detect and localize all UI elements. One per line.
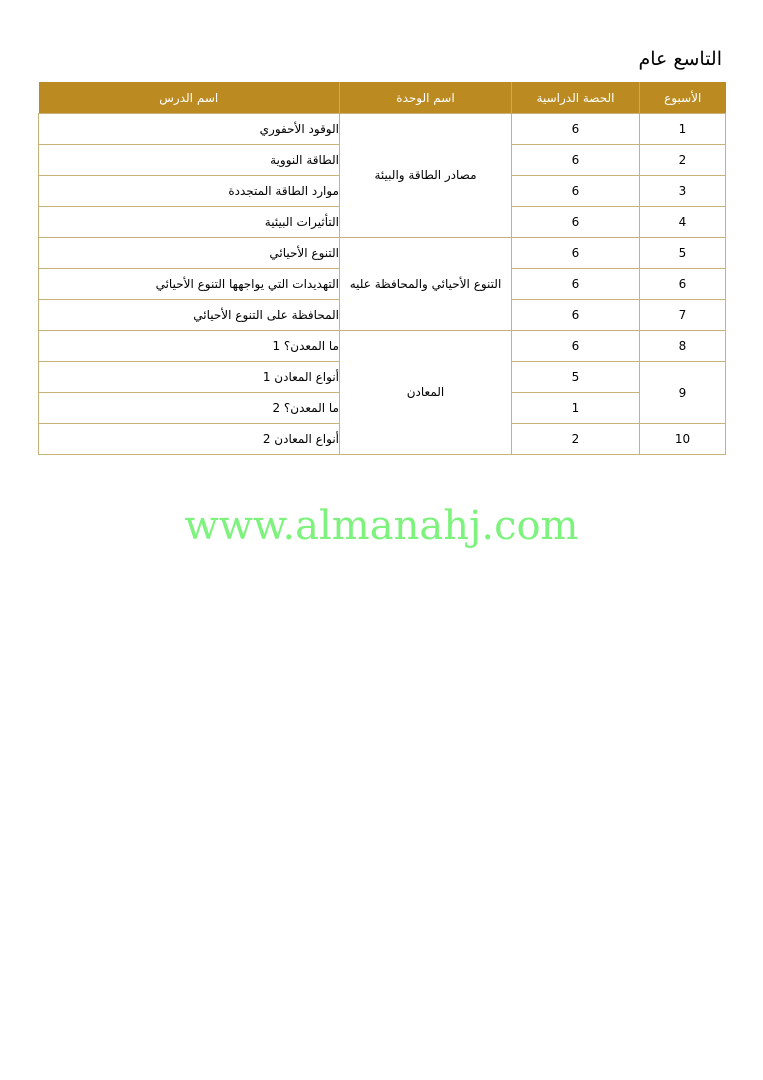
table-row bbox=[39, 114, 726, 145]
header-lesson: اسم الدرس bbox=[39, 82, 340, 114]
header-unit: اسم الوحدة bbox=[340, 82, 512, 114]
week-cell: 6 bbox=[640, 269, 726, 300]
lesson-cell: موارد الطاقة المتجددة bbox=[39, 176, 340, 207]
unit-cell: مصادر الطاقة والبيئة bbox=[340, 114, 512, 238]
header-sessions: الحصة الدراسية bbox=[512, 82, 640, 114]
lesson-cell: أنواع المعادن 2 bbox=[39, 424, 340, 455]
week-cell: 2 bbox=[640, 145, 726, 176]
sessions-cell: 6 bbox=[512, 176, 640, 207]
table-header-row bbox=[39, 82, 726, 114]
week-cell: 4 bbox=[640, 207, 726, 238]
sessions-cell: 1 bbox=[512, 393, 640, 424]
week-cell: 1 bbox=[640, 114, 726, 145]
unit-cell: التنوع الأحيائي والمحافظة عليه bbox=[340, 238, 512, 331]
lesson-cell: التنوع الأحيائي bbox=[39, 238, 340, 269]
lesson-cell: أنواع المعادن 1 bbox=[39, 362, 340, 393]
sessions-cell: 6 bbox=[512, 145, 640, 176]
unit-cell: المعادن bbox=[340, 331, 512, 455]
sessions-cell: 6 bbox=[512, 300, 640, 331]
sessions-cell: 6 bbox=[512, 114, 640, 145]
lesson-cell: الطاقة النووية bbox=[39, 145, 340, 176]
week-cell: 5 bbox=[640, 238, 726, 269]
sessions-cell: 6 bbox=[512, 331, 640, 362]
week-cell: 7 bbox=[640, 300, 726, 331]
week-cell: 3 bbox=[640, 176, 726, 207]
table-row bbox=[39, 238, 726, 269]
page-title: التاسع عام bbox=[638, 48, 722, 70]
table-row bbox=[39, 331, 726, 362]
lesson-cell: ما المعدن؟ 1 bbox=[39, 331, 340, 362]
watermark-link[interactable]: www.almanahj.com bbox=[184, 503, 579, 549]
lesson-cell: التهديدات التي يواجهها التنوع الأحيائي bbox=[39, 269, 340, 300]
sessions-cell: 6 bbox=[512, 269, 640, 300]
sessions-cell: 6 bbox=[512, 207, 640, 238]
lesson-cell: التأثيرات البيئية bbox=[39, 207, 340, 238]
lesson-cell: ما المعدن؟ 2 bbox=[39, 393, 340, 424]
curriculum-table bbox=[38, 82, 726, 455]
lesson-cell: الوقود الأحفوري bbox=[39, 114, 340, 145]
week-cell: 8 bbox=[640, 331, 726, 362]
sessions-cell: 6 bbox=[512, 238, 640, 269]
lesson-cell: المحافظة على التنوع الأحيائي bbox=[39, 300, 340, 331]
sessions-cell: 2 bbox=[512, 424, 640, 455]
week-cell: 9 bbox=[640, 362, 726, 424]
header-week: الأسبوع bbox=[640, 82, 726, 114]
sessions-cell: 5 bbox=[512, 362, 640, 393]
week-cell: 10 bbox=[640, 424, 726, 455]
